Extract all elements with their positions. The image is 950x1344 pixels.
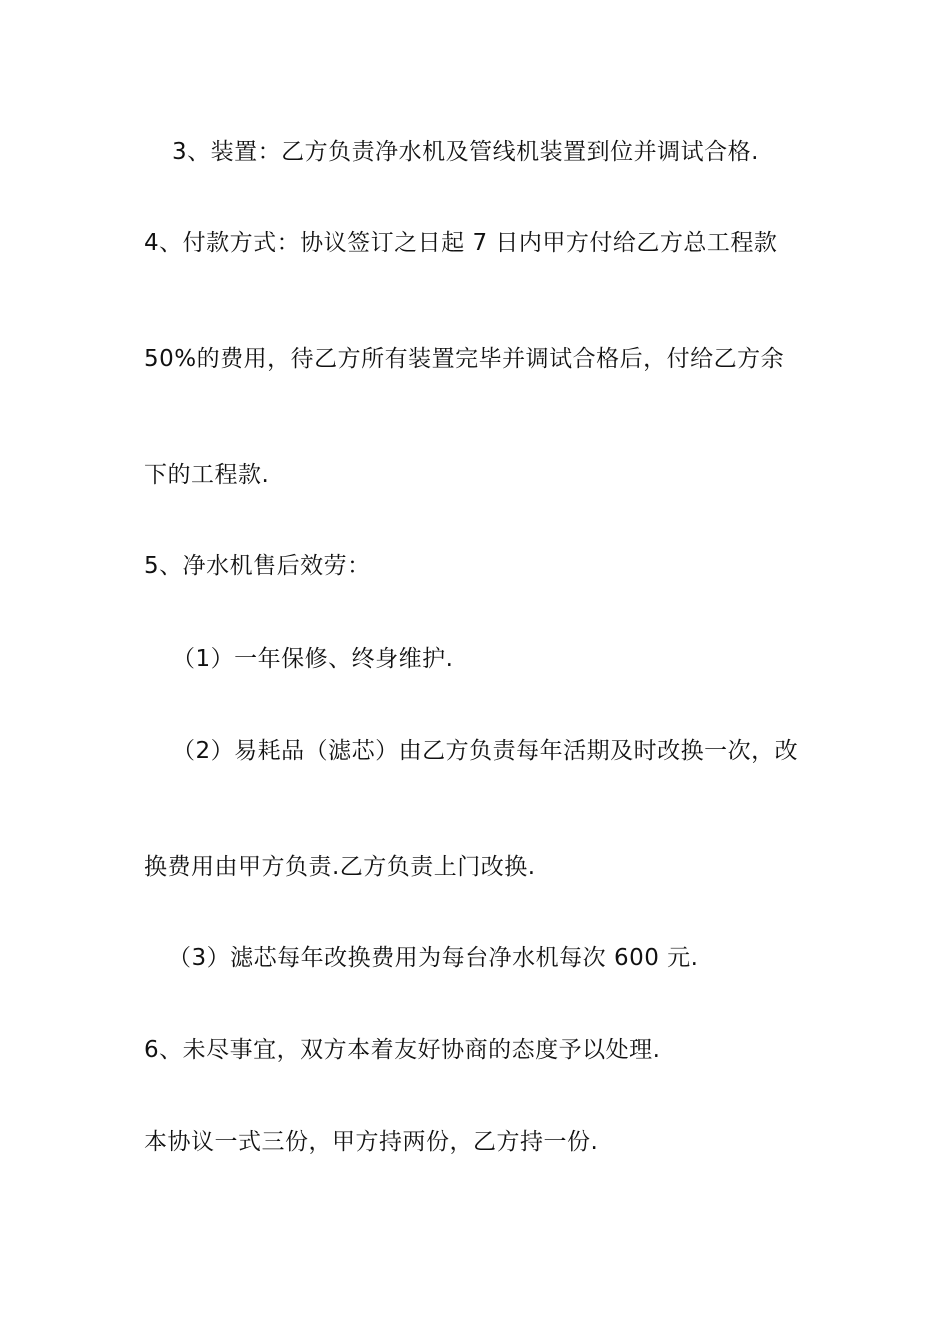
copies-statement: 本协议一式三份，甲方持两份，乙方持一份.	[144, 1129, 599, 1155]
clause-4-payment-line-2: 50%的费用，待乙方所有装置完毕并调试合格后，付给乙方余	[144, 346, 785, 372]
clause-5-item-3: （3）滤芯每年改换费用为每台净水机每次 600 元.	[168, 945, 699, 971]
clause-5-item-2-line-2: 换费用由甲方负责.乙方负责上门改换.	[144, 854, 536, 880]
clause-4-payment-line-3: 下的工程款.	[144, 462, 270, 488]
clause-4-payment-line-1: 4、付款方式：协议签订之日起 7 日内甲方付给乙方总工程款	[144, 230, 778, 256]
clause-5-after-sales: 5、净水机售后效劳：	[144, 553, 371, 579]
clause-5-item-1: （1）一年保修、终身维护.	[172, 646, 454, 672]
clause-3-installation: 3、装置：乙方负责净水机及管线机装置到位并调试合格.	[172, 139, 759, 165]
clause-6-other-matters: 6、未尽事宜，双方本着友好协商的态度予以处理.	[144, 1037, 661, 1063]
clause-5-item-2-line-1: （2）易耗品（滤芯）由乙方负责每年活期及时改换一次，改	[172, 738, 799, 764]
